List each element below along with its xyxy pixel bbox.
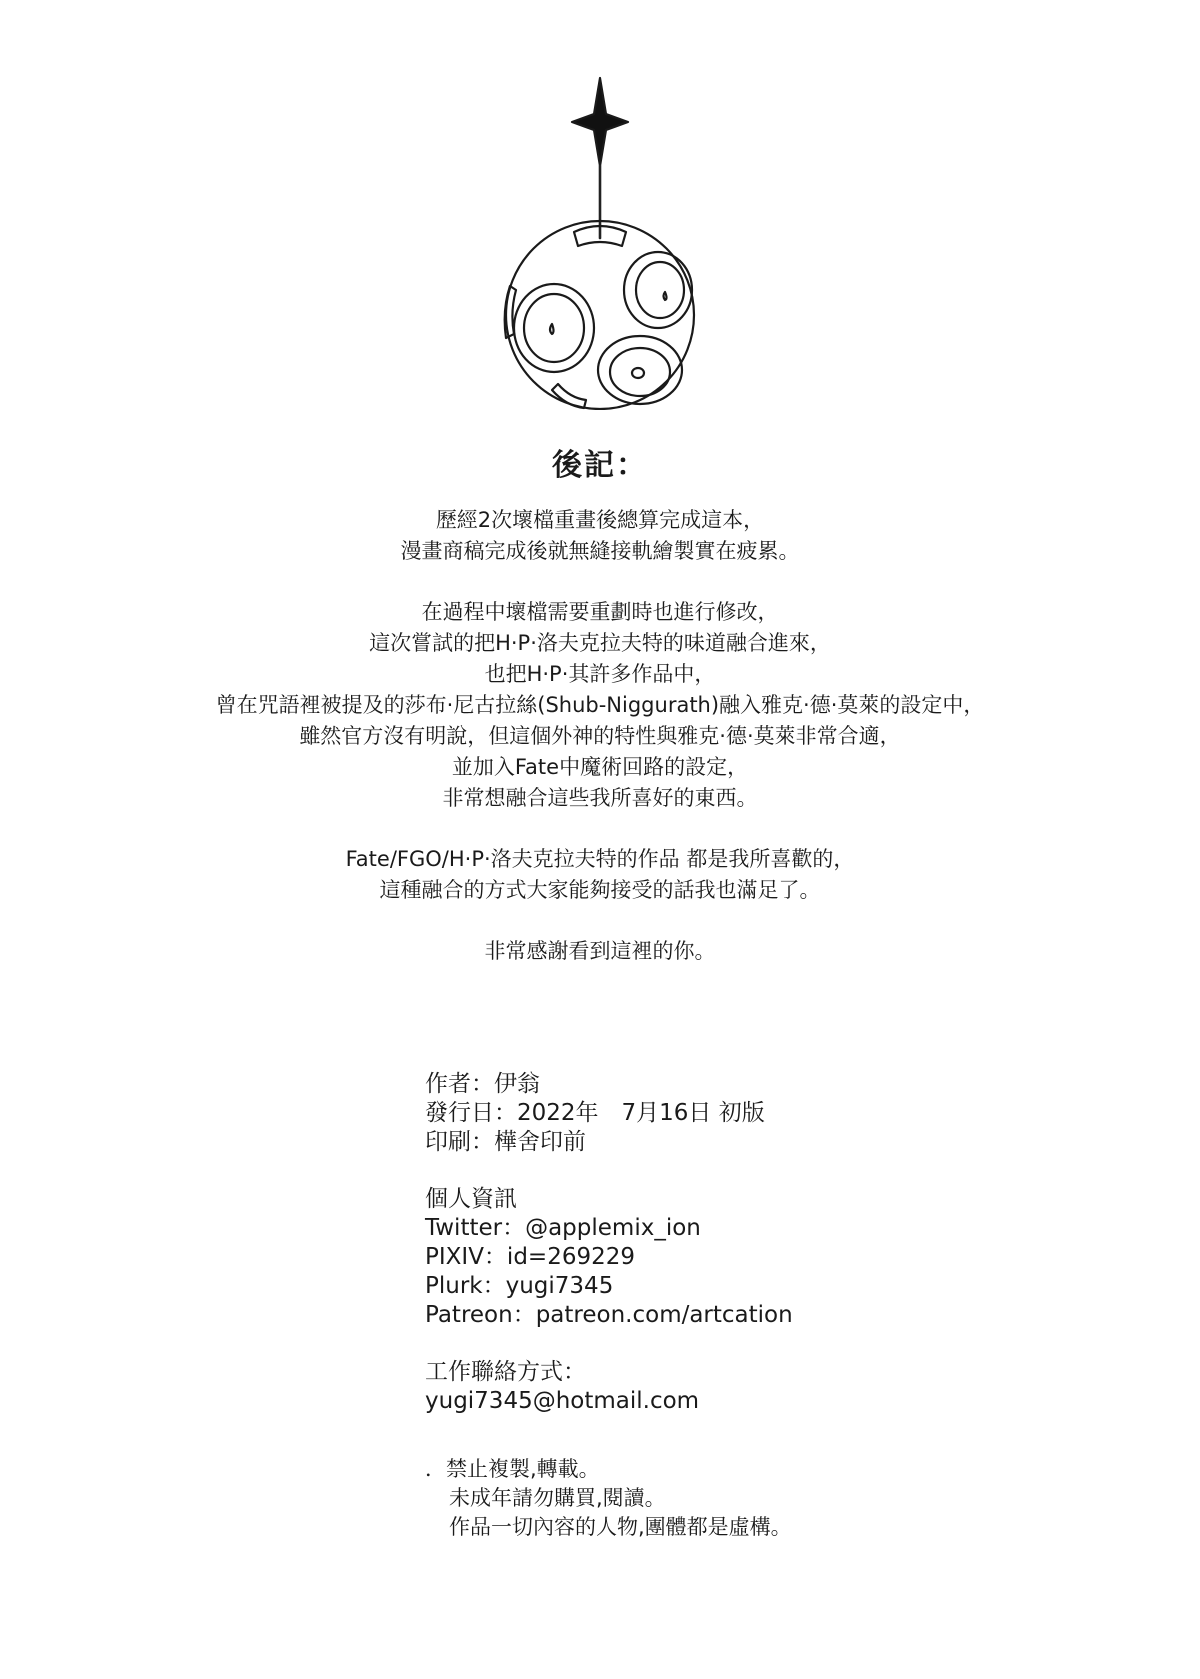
afterword-line: 並加入Fate中魔術回路的設定，: [451, 755, 749, 779]
patreon-line: Patreon：patreon.com/artcation: [425, 1302, 793, 1328]
bottom-rim: [552, 384, 586, 408]
afterword-line: 雖然官方沒有明說，但這個外神的特性與雅克·德·莫萊非常合適，: [299, 724, 901, 748]
afterword-line: 這次嘗試的把H·P·洛夫克拉夫特的味道融合進來，: [369, 631, 831, 655]
afterword-paragraph: [100, 844, 1100, 906]
afterword-paragraph: [100, 936, 1100, 967]
work-contact-heading: 工作聯絡方式：: [425, 1359, 586, 1385]
printer-line: 印刷：樺舍印前: [425, 1129, 586, 1155]
afterword-paragraph: [100, 597, 1100, 814]
publication-info: [425, 1070, 985, 1157]
afterword-paragraph: [100, 505, 1100, 567]
afterword-line: Fate/FGO/H·P·洛夫克拉夫特的作品 都是我所喜歡的，: [345, 847, 855, 871]
afterword-line: 也把H·P·其許多作品中，: [484, 662, 716, 686]
notice-line: 作品一切內容的人物,團體都是虛構。: [449, 1515, 792, 1539]
bottom-port-inner: [610, 348, 670, 396]
work-contact: [425, 1358, 985, 1416]
afterword-line: 曾在咒語裡被提及的莎布·尼古拉絲(Shub-Niggurath)融入雅克·德·莫萊的設定中，: [215, 693, 985, 717]
email-line: yugi7345@hotmail.com: [425, 1388, 700, 1414]
afterword-body: [100, 505, 1100, 997]
afterword-line: 歷經2次壞檔重畫後總算完成這本，: [435, 508, 765, 532]
twitter-line: Twitter：@applemix_ion: [425, 1215, 701, 1241]
release-date-line: 發行日：2022年 7月16日 初版: [425, 1100, 765, 1126]
afterword-line: 非常感謝看到這裡的你。: [484, 939, 716, 963]
author-line: 作者：伊翁: [425, 1071, 540, 1097]
plurk-line: Plurk：yugi7345: [425, 1273, 614, 1299]
afterword-title: 後記：: [552, 448, 648, 483]
afterword-line: 這種融合的方式大家能夠接受的話我也滿足了。: [379, 878, 821, 902]
sphere-creature-illustration: [480, 70, 700, 410]
star-icon: [572, 78, 628, 166]
right-port-outer: [624, 252, 692, 328]
afterword-line: 漫畫商稿完成後就無縫接軌繪製實在疲累。: [400, 539, 800, 563]
colophon: [425, 1070, 985, 1444]
personal-info-heading: 個人資訊: [425, 1186, 517, 1212]
personal-info: [425, 1185, 985, 1330]
notice-line: ．禁止複製,轉載。: [425, 1457, 600, 1481]
notice-line: 未成年請勿購買,閱讀。: [449, 1486, 666, 1510]
right-port-inner: [636, 262, 684, 318]
copyright-notice: [425, 1455, 985, 1542]
afterword-line: 在過程中壞檔需要重劃時也進行修改，: [421, 600, 779, 624]
pixiv-line: PIXIV：id=269229: [425, 1244, 635, 1270]
afterword-line: 非常想融合這些我所喜好的東西。: [442, 786, 758, 810]
